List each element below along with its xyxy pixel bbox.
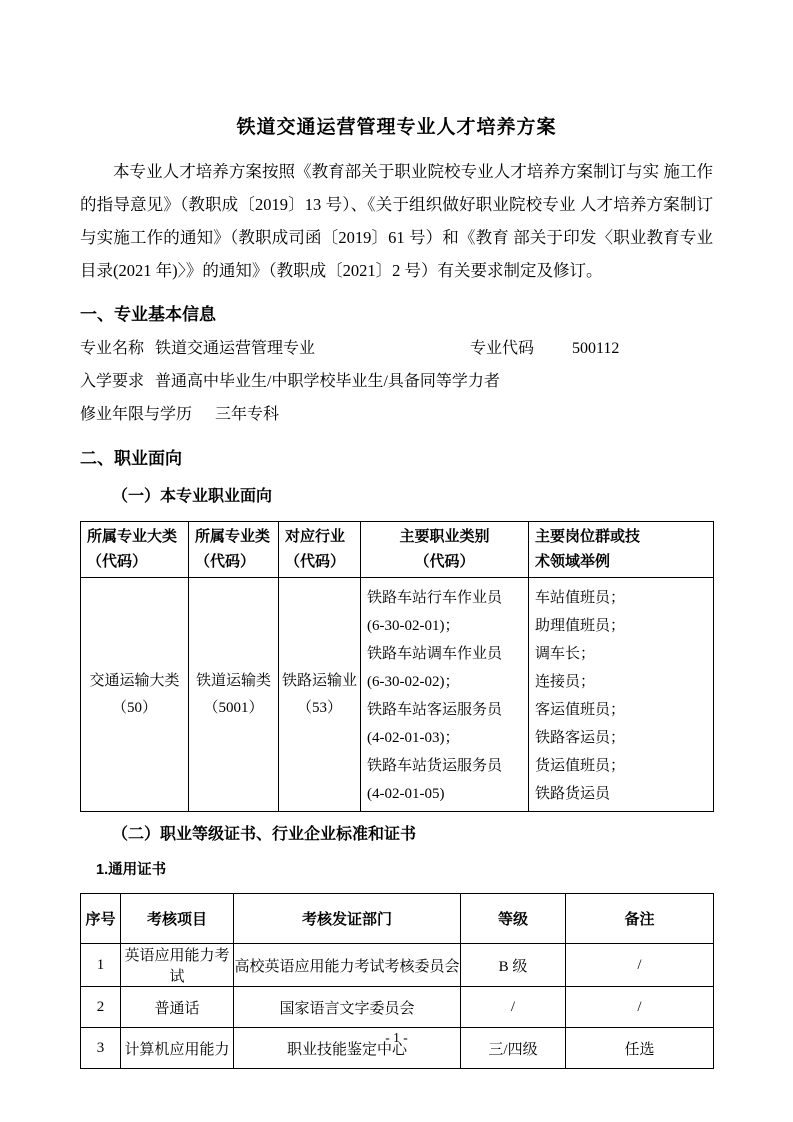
table-header-row [81,894,714,944]
cell-line: 调车长； [535,646,596,662]
entry-req-label: 入学要求 [80,373,145,390]
table-cell: 普通话 [121,987,234,1028]
duration-label: 修业年限与学历 [80,406,193,423]
cell-line: 客运值班员； [535,702,626,718]
cell-line: 铁道运输类 [195,672,271,689]
info-line-duration [80,398,713,431]
sub-heading-career-orientation: （一）本专业职业面向 [112,488,273,505]
major-name-value: 铁道交通运营管理专业 [155,340,316,357]
cell-occupation-category [361,578,529,812]
cell-line: 铁路运输业 [281,672,357,689]
table-cell: / [461,987,566,1028]
table-header-row [81,522,714,578]
cell-line: 铁路客运员； [535,730,626,746]
sub-heading-certificates: （二）职业等级证书、行业企业标准和证书 [112,826,417,843]
header-line: 术领域举例 [535,553,611,570]
table-cell: / [566,944,714,987]
basic-info-block [80,332,713,431]
major-name-label: 专业名称 [80,340,145,357]
header-line: （代码） [285,553,346,570]
duration-value: 三年专科 [215,406,280,423]
table-cell: 国家语言文字委员会 [234,987,461,1028]
cell-line: 助理值班员； [535,618,626,634]
section-heading-career: 二、职业面向 [80,449,182,468]
cell-line: 连接员； [535,674,596,690]
cell-major-category [81,578,189,812]
major-code-value: 500112 [572,340,620,357]
table-cell: 3 [81,1028,121,1069]
cell-line: 车站值班员； [535,590,626,606]
cell-post-group [529,578,714,812]
section-heading-basic-info: 一、专业基本信息 [80,305,216,324]
cell-line: (6-30-02-01)； [367,618,460,634]
document-title: 铁道交通运营管理专业人才培养方案 [236,117,557,138]
cell-line: 铁路车站货运服务员 [367,758,503,774]
table-cell: 高校英语应用能力考试考核委员会 [234,944,461,987]
header-occupation-category [361,522,529,578]
table-data-row [81,578,714,812]
header-exam-item: 考核项目 [121,894,234,944]
cell-line: 铁路车站客运服务员 [367,702,503,718]
intro-paragraph: 本专业人才培养方案按照《教育部关于职业院校专业人才培养方案制订与实 施工作的指导意见》（教职成〔2019〕13 号）、《关于组织做好职业院校专业 人才培养方案制订与实施工作的通知》（教职成司函〔2019〕61 号）和《教育 部关于印发〈职业教育专业目录(2021 年)〉》的通知》（教职成〔2021〕2 号）有关要求制定及修订。 [80,162,713,280]
cell-industry [279,578,361,812]
table-cell: 三/四级 [461,1028,566,1069]
cell-line: 货运值班员； [535,758,626,774]
table-cell: 英语应用能力考试 [121,944,234,987]
header-no: 序号 [81,894,121,944]
table-cell: / [566,987,714,1028]
table-cell: B 级 [461,944,566,987]
header-major-category [81,522,189,578]
cell-major-class [189,578,279,812]
cell-line: 铁路车站调车作业员 [367,646,503,662]
cell-line: （50） [111,699,157,716]
header-major-class [189,522,279,578]
header-grade: 等级 [461,894,566,944]
table-cell: 职业技能鉴定中心 [234,1028,461,1069]
header-line: 主要岗位群或技 [535,528,641,545]
info-line-entry-req [80,365,713,398]
major-code-label: 专业代码 [470,340,535,357]
header-line: 所属专业大类 [87,528,178,545]
table-cell: 1 [81,944,121,987]
cell-line: (4-02-01-03)； [367,730,460,746]
header-line: （代码） [414,553,475,570]
cell-line: 铁路货运员 [535,786,611,802]
header-line: 对应行业 [285,528,346,545]
cell-line: 铁路车站行车作业员 [367,590,503,606]
table-row [81,987,714,1028]
header-line: （代码） [195,553,256,570]
table-row [81,944,714,987]
page-number: - 1 - [385,1030,408,1045]
table-cell: 任选 [566,1028,714,1069]
career-orientation-table [80,521,714,812]
table-cell: 2 [81,987,121,1028]
cell-line: (6-30-02-02)； [367,674,460,690]
cell-line: （53） [296,699,342,716]
header-line: 主要职业类别 [399,528,490,545]
table-cell: 计算机应用能力 [121,1028,234,1069]
info-line-major [80,332,713,365]
cell-line: （5001） [203,699,264,716]
header-remark: 备注 [566,894,714,944]
entry-req-value: 普通高中毕业生/中职学校毕业生/具备同等学力者 [155,373,500,390]
cell-line: (4-02-01-05) [367,786,445,802]
header-industry [279,522,361,578]
cell-line: 交通运输大类 [89,672,180,689]
sub-heading-general-certificates: 1.通用证书 [96,862,167,878]
header-post-group [529,522,714,578]
header-line: （代码） [87,553,148,570]
header-issuing-dept: 考核发证部门 [234,894,461,944]
header-line: 所属专业类 [195,528,271,545]
